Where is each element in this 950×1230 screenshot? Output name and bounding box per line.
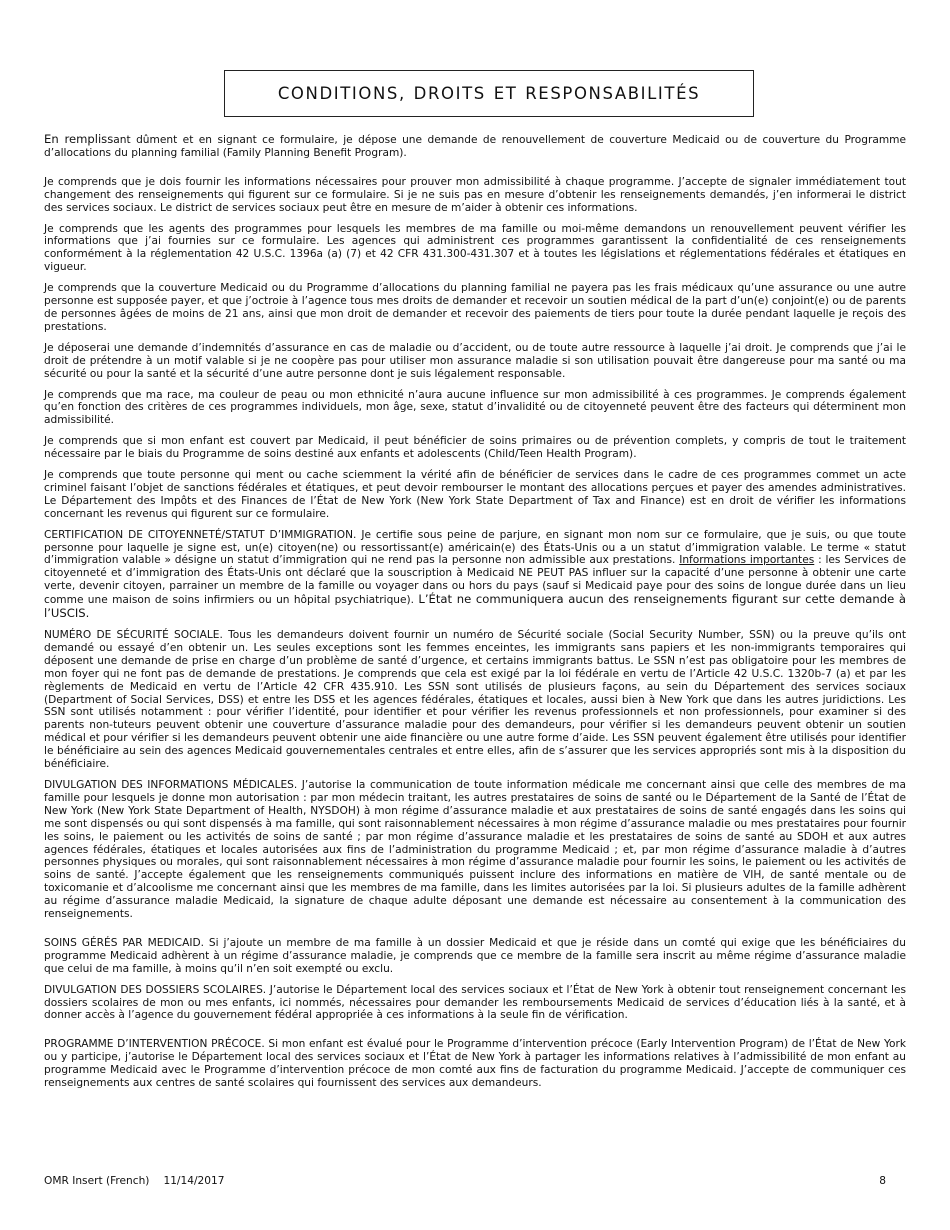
paragraph-child-health: Je comprends que si mon enfant est couvert par Medicaid, il peut bénéficier de soins primaires ou de prévention complets, y compris de tout le traitement nécessaire par le biais du Programme de soins destiné aux enfants et adolescents (Child/Teen Health Program).	[44, 435, 906, 461]
page-number: 8	[879, 1175, 886, 1187]
ssn-text: Tous les demandeurs doivent fournir un numéro de Sécurité sociale (Social Security Number, SSN) ou la preuve qu’ils ont demandé ou essayé d’en obtenir un. Les seules exceptions sont les femmes enceintes, les immigrants sans papiers et les non-immigrants temporaires qui déposent une demande de prise en charge d’un problème de santé d’urgence, et certains immigrants battus. Le SSN n’est pas obligatoire pour les membres de mon foyer qui ne font pas de demande de prestations. Je comprends que cela est exigé par la loi fédérale en vertu de l’Article 42 U.S.C. 1320b-7 (a) et par les règlements de Medicaid en vertu de l’Article 42 CFR 435.910. Les SSN sont utilisés de plusieurs façons, au sein du Département des services sociaux (Department of Social Services, DSS) et entre les DSS et les agences fédérales, étatiques et locales, aussi bien à New York que dans les autres juridictions. Les SSN sont utilisés notamment : pour vérifier l’identité, pour identifier et pour vérifier les revenus professionnels et non professionnels, pour examiner si des parents non-tuteurs peuvent obtenir une couverture d’assurance maladie pour des demandeurs, pour vérifier si les demandeurs peuvent obtenir un soutien médical et pour vérifier si les demandeurs peuvent obtenir une aide financière ou une autre forme d’aide. Les SSN peuvent également être utilisés pour identifier le bénéficiaire au sein des agences Medicaid gouvernementales centrales et entre elles, afin de s’assurer que les services appropriés sont mis à la disposition du bénéficiaire.	[44, 629, 906, 771]
early-intervention-text: Si mon enfant est évalué pour le Programme d’intervention précoce (Early Intervention Program) de l’État de New York ou y participe, j’autorise le Département local des services sociaux et l’État de New York à partager les informations relatives à l’admissibilité de mon enfant au programme Medicaid avec le Programme d’intervention précoce de mon comté aux fins de facturation du programme Medicaid. J’accepte de communiquer ces renseignements aux centres de santé scolaires qui fournissent des services aux demandeurs.	[44, 1038, 906, 1090]
title-box	[224, 70, 754, 117]
paragraph-fraud: Je comprends que toute personne qui ment ou cache sciemment la vérité afin de bénéficier de services dans le cadre de ces programmes commet un acte criminel faisant l’objet de sanctions fédérales et étatiques, et peut devoir rembourser le montant des allocations perçues et payer des amendes administratives. Le Département des Impôts et des Finances de l’État de New York (New York State Department of Tax and Finance) est en droit de vérifier les informations concernant les revenus qui figurent sur ce formulaire.	[44, 469, 906, 520]
section-heading: CERTIFICATION DE CITOYENNETÉ/STATUT D’IMMIGRATION.	[44, 528, 357, 541]
footer-left	[44, 1175, 239, 1187]
school-records-text: J’autorise le Département local des services sociaux et l’État de New York à obtenir tout renseignement concernant les dossiers scolaires de mon ou mes enfants, ici nommés, nécessaires pour demander les remboursements Medicaid de services d’éducation liés à la santé, et à donner accès à l’agence du gouvernement fédéral appropriée à ces informations à la seule fin de vérification.	[44, 983, 906, 1022]
paragraph-citizenship	[44, 529, 906, 621]
document-body	[44, 133, 906, 1098]
section-heading: DIVULGATION DES INFORMATIONS MÉDICALES.	[44, 778, 298, 791]
form-date: 11/14/2017	[163, 1175, 225, 1187]
paragraph-insurance-claims: Je déposerai une demande d’indemnités d’assurance en cas de maladie ou d’accident, ou de toute autre ressource à laquelle j’ai droit. Je comprends que j’ai le droit de prétendre à un motif valable si je ne coopère pas pour utiliser mon assurance maladie si son utilisation pouvait être dangereuse pour ma santé ou ma sécurité ou pour la santé et la sécurité d’une autre personne dont je suis légalement responsable.	[44, 341, 906, 380]
paragraph-early-intervention	[44, 1038, 906, 1090]
paragraph-nondiscrimination: Je comprends que ma race, ma couleur de peau ou mon ethnicité n’aura aucune influence sur mon admissibilité à ces programmes. Je comprends également qu’en fonction des critères de ces programmes individuels, mon âge, sexe, statut d’invalidité ou de citoyenneté peuvent être des facteurs qui déterminent mon admissibilité.	[44, 388, 906, 427]
page-footer	[44, 1175, 886, 1187]
uscis-statement: L’État ne communiquera aucun des renseignements figurant sur cette demande à l’USCIS.	[44, 592, 906, 621]
medical-disclosure-text: J’autorise la communication de toute information médicale me concernant ainsi que celle des membres de ma famille pour lesquels je donne mon autorisation : par mon médecin traitant, les autres prestataires de soins de santé ou le Département de la Santé de l’État de New York (New York State Department of Health, NYSDOH) à mon régime d’assurance maladie et aux prestataires de soins de santé engagés dans les soins qui me sont dispensés ou qui sont dispensés à ma famille, qui sont raisonnablement nécessaires à mon régime d’assurance maladie ou mes prestataires pour fournir les soins, le paiement ou les activités de soins de santé ; par mon régime d’assurance maladie et les prestataires de soins de santé au SDOH et aux autres agences fédérales, étatiques et locales autorisées aux fins de l’administration du programme Medicaid ; et, par mon régime d’assurance maladie à d’autres personnes physiques ou morales, qui sont raisonnablement nécessaires à mon régime d’assurance maladie pour fournir les soins, le paiement ou les activités de soins de santé. J’accepte également que les renseignements communiqués puissent inclure des informations en matière de VIH, de santé mentale ou de toxicomanie et d’alcoolisme me concernant ainsi que les membres de ma famille, dans les limites autorisées par la loi. Si plusieurs adultes de la famille adhèrent au régime d’assurance maladie Medicaid, la signature de chaque adulte déposant une demande est nécessaire au consentement à la communication des renseignements.	[44, 778, 906, 921]
managed-care-text: Si j’ajoute un membre de ma famille à un dossier Medicaid et que je réside dans un comté qui exige que les bénéficiaires du programme Medicaid adhèrent à un régime d’assurance maladie, je comprends que ce membre de la famille sera inscrit au même régime d’assurance maladie que celui de ma famille, à moins qu’il n’en soit exempté ou exclu.	[44, 936, 906, 975]
page-title: CONDITIONS, DROITS ET RESPONSABILITÉS	[277, 84, 701, 103]
citizenship-text-2: : les Services de citoyenneté et d’immigration des États-Unis ont déclaré que la souscription à Medicaid NE PEUT PAS influer sur la capacité d’une personne à obtenir une carte verte, devenir citoyen, parrainer un membre de la famille ou voyager dans ou hors du pays (sauf si Medicaid paye pour des soins de longue durée dans un lieu comme une maison de soins infirmiers ou un hôpital psychiatrique).	[44, 554, 906, 607]
form-name: OMR Insert (French)	[44, 1175, 150, 1187]
paragraph-ssn	[44, 629, 906, 771]
intro-text: ant dûment et en signant ce formulaire, je dépose une demande de renouvellement de couverture Medicaid ou de couverture du Programme d’allocations du planning familial (Family Planning Benefit Program).	[44, 134, 906, 159]
section-heading: DIVULGATION DES DOSSIERS SCOLAIRES.	[44, 983, 267, 996]
paragraph-coverage: Je comprends que la couverture Medicaid ou du Programme d’allocations du planning familial ne payera pas les frais médicaux qu’une assurance ou une autre personne est supposée payer, et que j’octroie à l’agence tous mes droits de demander et recevoir un soutien médical de la part d’un(e) conjoint(e) ou de parents de personnes âgées de moins de 21 ans, ainsi que mon droit de demander et recevoir des paiements de tiers pour toute la durée pendant laquelle je reçois des prestations.	[44, 282, 906, 333]
paragraph-school-records	[44, 984, 906, 1023]
important-info-label: Informations importantes	[679, 554, 815, 567]
section-heading: PROGRAMME D’INTERVENTION PRÉCOCE.	[44, 1038, 265, 1051]
citizenship-text: Je certifie sous peine de parjure, en signant mon nom sur ce formulaire, que je suis, ou que toute personne pour laquelle je signe est, un(e) citoyen(ne) ou ressortissant(e) américain(e) des États-Unis ou a un statut d’immigration valable. Le terme « statut d’immigration valable » désigne un statut d’immigration qui ne rend pas la personne non admissible aux prestations.	[44, 528, 906, 567]
paragraph-intro	[44, 133, 906, 160]
paragraph-information: Je comprends que je dois fournir les informations nécessaires pour prouver mon admissibilité à chaque programme. J’accepte de signaler immédiatement tout changement des renseignements qui figurent sur ce formulaire. Si je ne suis pas en mesure d’obtenir les renseignements demandés, j’en informerai le district des services sociaux. Le district de services sociaux peut être en mesure de m’aider à obtenir ces informations.	[44, 175, 906, 214]
section-heading: NUMÉRO DE SÉCURITÉ SOCIALE.	[44, 629, 223, 641]
paragraph-medical-disclosure	[44, 779, 906, 921]
section-heading: SOINS GÉRÉS PAR MEDICAID.	[44, 936, 204, 949]
intro-lead: En rempliss	[44, 132, 114, 146]
paragraph-managed-care	[44, 937, 906, 976]
paragraph-verification: Je comprends que les agents des programmes pour lesquels les membres de ma famille ou moi-même demandons un renouvellement peuvent vérifier les informations que j’ai fournies sur ce formulaire. Les agences qui administrent ces programmes garantissent la confidentialité de ces renseignements conformément à la réglementation 42 U.S.C. 1396a (a) (7) et 42 CFR 431.300-431.307 et à toutes les législations et réglementations fédérales et étatiques en vigueur.	[44, 222, 906, 274]
